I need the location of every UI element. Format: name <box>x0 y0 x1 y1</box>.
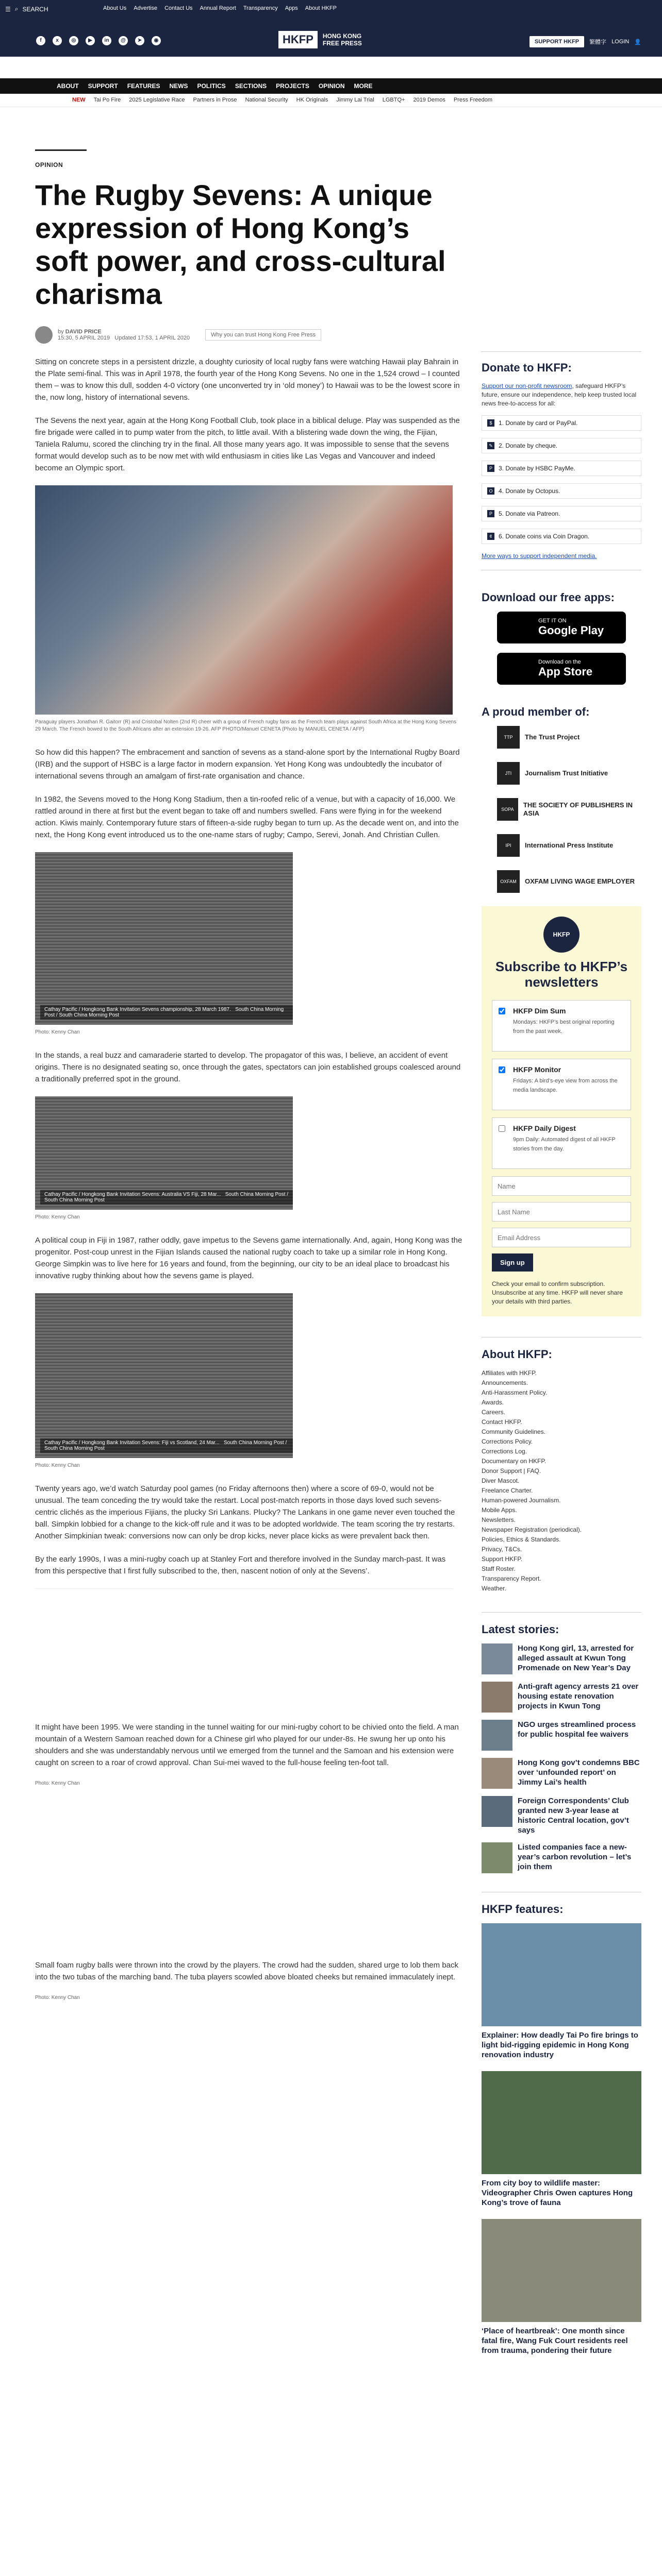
author-avatar <box>35 326 53 344</box>
payme-icon: P <box>487 465 494 472</box>
threads-icon[interactable]: @ <box>119 36 128 45</box>
more-ways-link[interactable]: More ways to support independent media. <box>482 552 597 560</box>
story-thumbnail <box>482 1643 512 1674</box>
coin-icon: ¢ <box>487 533 494 540</box>
photo-credit: Photo: Kenny Chan <box>35 1781 80 1786</box>
latest-title: Latest stories: <box>482 1623 559 1636</box>
feature-title[interactable]: ‘Place of heartbreak’: One month since fatal fire, Wang Fuk Court residents reel from trauma, pondering their future <box>482 2327 628 2355</box>
logo-line2: FREE PRESS <box>322 40 362 47</box>
user-icon[interactable]: 👤 <box>634 39 641 45</box>
about-link[interactable]: Human-powered Journalism. <box>482 1497 561 1504</box>
about-link[interactable]: Corrections Policy. <box>482 1438 533 1445</box>
x-icon[interactable]: x <box>53 36 62 45</box>
about-link[interactable]: Announcements. <box>482 1379 528 1386</box>
story-thumbnail <box>482 1720 512 1751</box>
apps-title: Download our free apps: <box>482 591 615 604</box>
donate-title: Donate to HKFP: <box>482 361 572 374</box>
subnav-item[interactable]: LGBTQ+ <box>382 97 405 103</box>
about-link[interactable]: Contact HKFP. <box>482 1418 522 1426</box>
newsletter-option[interactable]: HKFP Monitor Fridays: A bird’s-eye view from across the media landscape. <box>492 1059 631 1110</box>
donate-option[interactable]: ¢ 6. Donate coins via Coin Dragon. <box>482 529 641 544</box>
member-title: A proud member of: <box>482 705 590 718</box>
about-link[interactable]: Donor Support | FAQ. <box>482 1467 541 1475</box>
member-logo[interactable]: OXFAM OXFAM LIVING WAGE EMPLOYER <box>482 870 641 893</box>
paragraph: It might have been 1995. We were standing in the tunnel waiting for our mini-rugby cohort to be chivied onto the field. A man mountain of a Western Samoan reached down for a Chinese girl who played for our under-8s. He swung her up onto his shoulders and she was understandably nervous until we emerged from the tunnel and the Samoan and his extension were caught on screen to a roar of crowd approval. Chan Sui-mei waved to the full-house feeling ten-foot tall. <box>35 1723 459 1767</box>
social-icons <box>36 36 161 45</box>
article <box>35 149 463 2015</box>
new-badge: NEW <box>72 97 86 103</box>
archive-photo-australia-fiji <box>35 1096 293 1210</box>
latest-story[interactable]: Hong Kong gov’t condemns BBC over ‘unfounded report’ on Jimmy Lai’s health <box>482 1758 641 1789</box>
nav-item[interactable]: NEWS <box>169 82 188 90</box>
sopa-icon: SOPA <box>497 798 518 821</box>
apps-section <box>482 591 641 685</box>
article-title: The Rugby Sevens: A unique expression of Hong Kong’s soft power, and cross-cultural charisma <box>35 179 446 310</box>
top-link[interactable]: Advertise <box>134 5 158 11</box>
paragraph: By the early 1990s, I was a mini-rugby coach up at Stanley Fort and therefore involved in the Sunday march-past. It was from this perspective that I first fully subscribed to the, then, nascent notion of only at the Sevens’. <box>35 1555 446 1575</box>
subnav-item[interactable]: Partners in Prose <box>193 97 237 103</box>
top-link[interactable]: Contact Us <box>164 5 193 11</box>
trust-link[interactable]: Why you can trust Hong Kong Free Press <box>205 329 321 341</box>
nav-item[interactable]: POLITICS <box>197 82 226 90</box>
archive-photo-1987 <box>35 852 293 1025</box>
byline-text <box>58 329 190 341</box>
byline <box>35 326 463 344</box>
cheque-icon: ✎ <box>487 442 494 449</box>
about-link[interactable]: Privacy, T&Cs. <box>482 1546 522 1553</box>
linkedin-icon[interactable]: in <box>102 36 111 45</box>
header-buttons <box>529 36 641 47</box>
site-logo[interactable] <box>278 31 362 48</box>
story-thumbnail <box>482 1682 512 1713</box>
logo-box: HKFP <box>278 31 318 48</box>
donate-option[interactable]: O 4. Donate by Octopus. <box>482 483 641 499</box>
newsletter-option[interactable]: HKFP Daily Digest 9pm Daily: Automated digest of all HKFP stories from the day. <box>492 1117 631 1169</box>
member-logo[interactable]: SOPA THE SOCIETY OF PUBLISHERS IN ASIA <box>482 798 641 821</box>
subnav-item[interactable]: HK Originals <box>296 97 328 103</box>
feature-title[interactable]: Explainer: How deadly Tai Po fire brings to light bid-rigging epidemic in Hong Kong renovation industry <box>482 2031 638 2059</box>
last-name-field[interactable] <box>492 1202 631 1222</box>
feature-image[interactable] <box>482 2071 641 2174</box>
top-link[interactable]: About HKFP <box>305 5 337 11</box>
about-link[interactable]: Documentary on HKFP. <box>482 1458 547 1465</box>
newsletter-checkbox[interactable] <box>499 1125 505 1132</box>
about-link[interactable]: Policies, Ethics & Standards. <box>482 1536 561 1543</box>
subnav-item[interactable]: Jimmy Lai Trial <box>336 97 374 103</box>
card-icon: $ <box>487 419 494 427</box>
author-prefix: by <box>58 329 64 335</box>
paragraph: So how did this happen? The embracement and sanction of sevens as a stand-alone sport by the International Rugby Board (IRB) and the support of HSBC is a large factor in modern expansion. Yet Hong Kong was undoubtedly the incubator of international sevens through an amalgam of first-rate organisation and chance. <box>35 748 460 781</box>
photo-overlay-caption: Cathay Pacific / Hongkong Bank Invitation Sevens: Australia VS Fiji, 28 Mar... South China Morning Post / South China Morning Post <box>40 1190 293 1205</box>
photo-overlay-caption: Cathay Pacific / Hongkong Bank Invitation Sevens: Fiji vs Scotland, 24 Mar... South China Morning Post / South China Morning Post <box>40 1438 293 1453</box>
google-play-badge[interactable]: GET IT ON Google Play <box>497 612 626 643</box>
about-link[interactable]: Transparency Report. <box>482 1575 541 1582</box>
photo-credit: Photo: Kenny Chan <box>35 1995 80 2001</box>
member-logo[interactable]: IPI International Press Institute <box>482 834 641 857</box>
story-thumbnail <box>482 1842 512 1873</box>
top-link[interactable]: Annual Report <box>200 5 236 11</box>
latest-story[interactable]: NGO urges streamlined process for public hospital fee waivers <box>482 1720 641 1751</box>
about-link[interactable]: Newsletters. <box>482 1516 516 1523</box>
subnav-item[interactable]: Press Freedom <box>453 97 493 103</box>
donate-link[interactable]: Support our non-profit newsroom <box>482 382 572 389</box>
patreon-icon: P <box>487 510 494 517</box>
about-link[interactable]: Diver Mascot. <box>482 1477 520 1484</box>
youtube-icon[interactable]: ▶ <box>86 36 95 45</box>
nav-item[interactable]: OPINION <box>318 82 345 90</box>
member-logo[interactable]: TTP The Trust Project <box>482 726 641 749</box>
features-section <box>482 1892 641 2355</box>
about-link[interactable]: Support HKFP. <box>482 1555 523 1563</box>
donate-section <box>482 351 641 570</box>
donate-option[interactable]: P 3. Donate by HSBC PayMe. <box>482 461 641 476</box>
about-link[interactable]: Community Guidelines. <box>482 1428 546 1435</box>
about-section <box>482 1337 641 1594</box>
search-bar[interactable] <box>5 5 48 13</box>
about-link[interactable]: Corrections Log. <box>482 1448 527 1455</box>
members-section <box>482 705 641 893</box>
about-link[interactable]: Anti-Harassment Policy. <box>482 1389 548 1396</box>
paragraph: Sitting on concrete steps in a persistent drizzle, a doughty curiosity of local rugby fans were watching Hawaii play Bahrain in the Plate semi-final. This was in April 1978, the fourth year of the Hong Kong Sevens. No one in the 1,524 crowd – I counted them – was to know this dull, sodden 4-0 victory (one unconverted try in ‘old money’) to Hawaii was to be the lowest score in the, now long, history of international sevens. <box>35 358 460 402</box>
paragraph: In 1982, the Sevens moved to the Hong Kong Stadium, then a tin-roofed relic of a venue, but with a capacity of 16,000. We rattled around in there at first but the event began to take off and numbers swelled. Fans were flying in for the weekend action. Kiwis mainly. Contemporary future stars of fifteen-a-side rugby began to turn up. As the decade went on, and into the next, the Hong Kong event introduced us to the one-name stars of rugby; Campo, Serevi, Jonah. And Christian Cullen. <box>35 795 459 839</box>
paragraph: In the stands, a real buzz and camaraderie started to develop. The propagator of this was, I believe, an accident of event origins. There is no designated seating so, once through the gates, spectators can join established groups coalesced around a traditionally preferred spot in the ground. <box>35 1051 461 1083</box>
telegram-icon[interactable]: ➤ <box>135 36 144 45</box>
subnav-item[interactable]: 2019 Demos <box>413 97 445 103</box>
about-link[interactable]: Mobile Apps. <box>482 1506 517 1514</box>
newsletter-option[interactable]: HKFP Dim Sum Mondays: HKFP’s best original reporting from the past week. <box>492 1000 631 1052</box>
story-thumbnail <box>482 1758 512 1789</box>
about-link[interactable]: Weather. <box>482 1585 506 1592</box>
nav-item[interactable]: SECTIONS <box>235 82 267 90</box>
photo-credit: Photo: Kenny Chan <box>35 1029 80 1035</box>
login-link[interactable]: LOGIN <box>611 39 630 45</box>
archive-photo-fiji-scotland <box>35 1293 293 1458</box>
top-link[interactable]: Transparency <box>243 5 278 11</box>
newsletter-box <box>482 906 641 1316</box>
fans-photo <box>35 485 453 715</box>
embedded-media-placeholder <box>35 1801 453 1955</box>
photo-credit: Photo: Kenny Chan <box>35 1214 80 1220</box>
app-store-badge[interactable]: Download on the App Store <box>497 653 626 685</box>
subnav-item[interactable]: National Security <box>245 97 288 103</box>
octopus-icon: O <box>487 487 494 495</box>
trust-project-icon: TTP <box>497 726 520 749</box>
member-logo[interactable]: JTI Journalism Trust Initiative <box>482 762 641 785</box>
about-list <box>482 1368 641 1594</box>
name-field[interactable] <box>492 1176 631 1196</box>
feature-title[interactable]: From city boy to wildlife master: Videographer Chris Owen captures Hong Kong’s trove of fauna <box>482 2179 633 2207</box>
latest-section <box>482 1612 641 1873</box>
latest-story[interactable]: Hong Kong girl, 13, arrested for alleged assault at Kwun Tong Promenade on New Year’s Day <box>482 1643 641 1674</box>
facebook-icon[interactable]: f <box>36 36 45 45</box>
top-header <box>0 0 662 57</box>
newsletter-title: Subscribe to HKFP’s newsletters <box>495 959 628 990</box>
latest-story[interactable]: Anti-graft agency arrests 21 over housing estate renovation projects in Kwun Tong <box>482 1682 641 1713</box>
language-switch[interactable]: 繁體字 <box>589 39 607 45</box>
instagram-icon[interactable]: ◎ <box>69 36 78 45</box>
about-link[interactable]: Newspaper Registration (periodical). <box>482 1526 582 1533</box>
nav-item[interactable]: ABOUT <box>57 82 79 90</box>
category-label[interactable]: OPINION <box>35 161 63 168</box>
latest-story[interactable]: Foreign Correspondents’ Club granted new 3-year lease at historic Central location, gov’t says <box>482 1796 641 1835</box>
newsletter-logo: HKFP <box>543 917 580 953</box>
donate-option[interactable]: ✎ 2. Donate by cheque. <box>482 438 641 453</box>
donate-option[interactable]: $ 1. Donate by card or PayPal. <box>482 415 641 431</box>
updated-date: Updated 17:53, 1 APRIL 2020 <box>114 335 190 341</box>
author-name[interactable]: DAVID PRICE <box>65 329 102 335</box>
search-icon[interactable]: ⌕ <box>14 5 19 12</box>
features-title: HKFP features: <box>482 1903 564 1916</box>
newsletter-checkbox[interactable] <box>499 1008 505 1014</box>
publish-date: 15:30, 5 APRIL 2019 <box>58 335 110 341</box>
search-label[interactable]: SEARCH <box>22 5 48 13</box>
rss-icon[interactable]: ◉ <box>152 36 161 45</box>
top-link[interactable]: About Us <box>103 5 127 11</box>
oxfam-icon: OXFAM <box>497 870 520 893</box>
photo-overlay-caption: Cathay Pacific / Hongkong Bank Invitation Sevens championship, 28 March 1987. South China Morning Post / South China Morning Post <box>40 1005 293 1020</box>
paragraph: A political coup in Fiji in 1987, rather oddly, gave impetus to the Sevens game internationally. And, again, Hong Kong was the progenitor. Post-coup unrest in the Fijian Islands caused the national rugby coach to take up a similar role in Hong Kong. George Simpkin was to live here for 16 years and found, from the beginning, our city to be an ideal place to broadcast his innovative rugby thinking about how the sevens game is played. <box>35 1236 462 1280</box>
donate-text: Support our non-profit newsroom, safeguard HKFP’s future, ensure our independence, help keep trusted local news free-to-access for all: <box>482 382 637 407</box>
about-link[interactable]: Freelance Charter. <box>482 1487 533 1494</box>
jti-icon: JTI <box>497 762 520 785</box>
top-links <box>103 5 337 11</box>
about-link[interactable]: Staff Roster. <box>482 1565 516 1572</box>
nav-item[interactable]: MORE <box>354 82 373 90</box>
newsletter-checkbox[interactable] <box>499 1066 505 1073</box>
category-rule <box>35 149 87 151</box>
photo-credit: Photo: Kenny Chan <box>35 1463 80 1468</box>
sub-nav <box>0 94 662 107</box>
donate-option[interactable]: P 5. Donate via Patreon. <box>482 506 641 521</box>
paragraph: The Sevens the next year, again at the Hong Kong Football Club, took place in a biblical deluge. Play was suspended as the fire brigade were called in to pump water from the pitch, to little avail. With a blistering wade down the wing, the Fijian, Taniela Ralumu, scored the clinching try in the final. All those many years ago. It was impossible to sense that the sevens format would develop such as to be now met with wild enthusiasm in cities like Las Vegas and Vancouver and indeed become an Olympic sport. <box>35 416 460 472</box>
about-link[interactable]: Affiliates with HKFP. <box>482 1369 537 1377</box>
main-nav <box>0 78 662 94</box>
about-title: About HKFP: <box>482 1348 552 1361</box>
feature-image[interactable] <box>482 1923 641 2026</box>
paragraph: Twenty years ago, we’d watch Saturday pool games (no Friday afternoons then) where a score of 69-0, would not be unusual. The team conceding the try would take the restart. Local post-match reports in those days loved such sevens-centric clichés as the imperious Fijians, the plucky Sri Lankans. Plucky? The Lankans in one game never even touched the ball. Simpkin lobbied for a change to the kick-off rule and it was to be adopted worldwide. The team scoring the try restarts. Another Simpkinian tweak: conversions now can only be drop kicks, never place kicks as were prevalent back then. <box>35 1484 455 1540</box>
signup-button[interactable]: Sign up <box>492 1253 533 1272</box>
email-field[interactable] <box>492 1228 631 1247</box>
paragraph: Small foam rugby balls were thrown into the crowd by the players. The crowd had the sudden, shared urge to lob them back into the two tubas of the marching band. The tuba players scowled above bloated cheeks but remained immaculately inept. <box>35 1961 459 1981</box>
newsletter-note: Check your email to confirm subscription. Unsubscribe at any time. HKFP will never share your details with third parties. <box>492 1280 623 1305</box>
nav-item[interactable]: FEATURES <box>127 82 160 90</box>
top-link[interactable]: Apps <box>285 5 298 11</box>
menu-icon[interactable]: ☰ <box>5 5 11 13</box>
ipi-icon: IPI <box>497 834 520 857</box>
logo-text <box>323 32 362 47</box>
photo-caption: Paraguay players Jonathan R. Gaitorr (R) and Cristobal Nolten (2nd R) cheer with a group of French rugby fans as the French team plays against South Africa at the Hong Kong Sevens 29 March. The French bowed to the South Africans after an extension 19-26. AFP PHOTO/Manuel CENETA (Photo by MANUEL CENETA / AFP) <box>35 719 457 732</box>
embedded-media-placeholder <box>35 1588 453 1717</box>
subnav-item[interactable]: 2025 Legislative Race <box>129 97 185 103</box>
sidebar <box>482 351 641 2367</box>
support-button[interactable]: SUPPORT HKFP <box>529 36 584 47</box>
about-link[interactable]: Awards. <box>482 1399 504 1406</box>
story-thumbnail <box>482 1796 512 1827</box>
nav-item[interactable]: PROJECTS <box>276 82 309 90</box>
nav-item[interactable]: SUPPORT <box>88 82 118 90</box>
feature-image[interactable] <box>482 2219 641 2322</box>
about-link[interactable]: Careers. <box>482 1409 506 1416</box>
latest-story[interactable]: Listed companies face a new-year’s carbon revolution – let’s join them <box>482 1842 641 1873</box>
subnav-item[interactable]: Tai Po Fire <box>93 97 121 103</box>
logo-line1: HONG KONG <box>322 32 362 40</box>
